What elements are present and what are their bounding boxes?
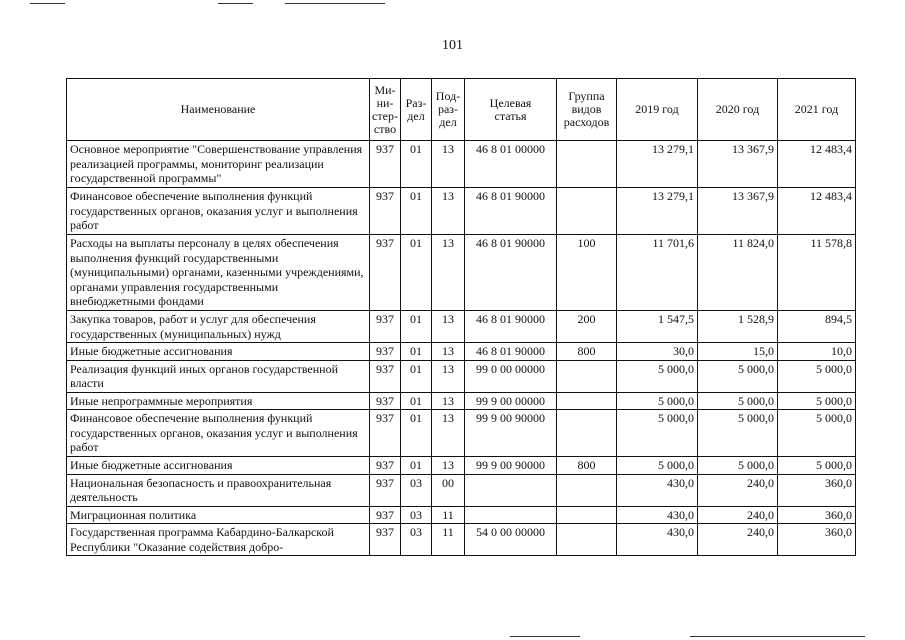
cell-subsection: 13	[432, 410, 465, 457]
cell-section: 01	[401, 235, 432, 311]
scan-mark	[218, 3, 253, 4]
cell-name: Финансовое обеспечение выполнения функций государственных органов, оказания услуг и выполнения работ	[67, 410, 370, 457]
cell-section: 01	[401, 141, 432, 188]
column-header-target-text: Целевая статья	[489, 95, 532, 123]
cell-y2019: 5 000,0	[617, 410, 698, 457]
cell-y2019: 5 000,0	[617, 392, 698, 410]
cell-ministry: 937	[370, 188, 401, 235]
cell-target	[465, 474, 557, 506]
cell-name: Основное мероприятие "Совершенствование управления реализацией программы, мониторинг реализации государственной программы"	[67, 141, 370, 188]
cell-y2021: 5 000,0	[778, 392, 856, 410]
cell-name: Иные непрограммные мероприятия	[67, 392, 370, 410]
cell-ministry: 937	[370, 311, 401, 343]
table-row	[67, 188, 856, 235]
table-row	[67, 360, 856, 392]
cell-ministry: 937	[370, 141, 401, 188]
cell-subsection: 13	[432, 343, 465, 361]
column-header-group-text: Группа видов расходов	[563, 89, 610, 129]
cell-group	[557, 392, 617, 410]
cell-section: 01	[401, 392, 432, 410]
table-row	[67, 343, 856, 361]
cell-y2021: 360,0	[778, 506, 856, 524]
cell-y2019: 11 701,6	[617, 235, 698, 311]
table-row	[67, 474, 856, 506]
table-row	[67, 392, 856, 410]
cell-y2021: 360,0	[778, 524, 856, 556]
cell-y2021: 10,0	[778, 343, 856, 361]
cell-group: 100	[557, 235, 617, 311]
cell-section: 03	[401, 474, 432, 506]
cell-y2021: 360,0	[778, 474, 856, 506]
cell-y2019: 430,0	[617, 506, 698, 524]
table-body	[67, 141, 856, 556]
cell-subsection: 11	[432, 524, 465, 556]
cell-target: 46 8 01 00000	[465, 141, 557, 188]
cell-subsection: 13	[432, 311, 465, 343]
cell-y2020: 5 000,0	[698, 457, 778, 475]
cell-ministry: 937	[370, 360, 401, 392]
table-row	[67, 457, 856, 475]
cell-name: Иные бюджетные ассигнования	[67, 343, 370, 361]
cell-group	[557, 141, 617, 188]
cell-subsection: 13	[432, 392, 465, 410]
cell-y2019: 430,0	[617, 524, 698, 556]
column-header-section	[401, 79, 432, 141]
cell-section: 01	[401, 457, 432, 475]
cell-group	[557, 524, 617, 556]
cell-subsection: 13	[432, 188, 465, 235]
cell-y2020: 1 528,9	[698, 311, 778, 343]
column-header-2020: 2020 год	[698, 79, 778, 141]
column-header-ministry	[370, 79, 401, 141]
cell-y2019: 30,0	[617, 343, 698, 361]
cell-y2021: 11 578,8	[778, 235, 856, 311]
cell-y2019: 13 279,1	[617, 188, 698, 235]
cell-y2020: 15,0	[698, 343, 778, 361]
cell-y2021: 5 000,0	[778, 457, 856, 475]
table-row	[67, 141, 856, 188]
scan-mark	[690, 636, 865, 637]
cell-section: 03	[401, 524, 432, 556]
cell-ministry: 937	[370, 343, 401, 361]
column-header-group	[557, 79, 617, 141]
column-header-subsection-text: Под- раз- дел	[435, 89, 461, 129]
cell-subsection: 00	[432, 474, 465, 506]
cell-subsection: 13	[432, 235, 465, 311]
cell-target: 46 8 01 90000	[465, 188, 557, 235]
cell-group: 200	[557, 311, 617, 343]
table-row	[67, 506, 856, 524]
cell-section: 01	[401, 311, 432, 343]
cell-target: 99 9 00 00000	[465, 392, 557, 410]
scan-mark	[30, 3, 65, 4]
cell-y2019: 5 000,0	[617, 457, 698, 475]
cell-name: Миграционная политика	[67, 506, 370, 524]
table-row	[67, 311, 856, 343]
cell-y2021: 5 000,0	[778, 410, 856, 457]
cell-y2019: 5 000,0	[617, 360, 698, 392]
cell-y2021: 5 000,0	[778, 360, 856, 392]
column-header-name: Наименование	[67, 79, 370, 141]
scan-mark	[510, 636, 580, 637]
cell-ministry: 937	[370, 410, 401, 457]
cell-group	[557, 410, 617, 457]
cell-section: 01	[401, 410, 432, 457]
cell-name: Национальная безопасность и правоохранительная деятельность	[67, 474, 370, 506]
cell-ministry: 937	[370, 474, 401, 506]
cell-section: 03	[401, 506, 432, 524]
cell-ministry: 937	[370, 506, 401, 524]
cell-name: Финансовое обеспечение выполнения функций государственных органов, оказания услуг и выполнения работ	[67, 188, 370, 235]
cell-y2019: 430,0	[617, 474, 698, 506]
table-row	[67, 235, 856, 311]
cell-y2019: 13 279,1	[617, 141, 698, 188]
page-number: 101	[442, 38, 463, 53]
cell-group: 800	[557, 457, 617, 475]
cell-ministry: 937	[370, 457, 401, 475]
cell-group	[557, 506, 617, 524]
cell-section: 01	[401, 360, 432, 392]
cell-target: 46 8 01 90000	[465, 311, 557, 343]
column-header-section-text: Раз- дел	[405, 95, 427, 123]
scan-mark	[285, 3, 385, 4]
cell-target: 99 9 00 90000	[465, 410, 557, 457]
cell-ministry: 937	[370, 524, 401, 556]
cell-name: Иные бюджетные ассигнования	[67, 457, 370, 475]
cell-subsection: 13	[432, 141, 465, 188]
cell-subsection: 13	[432, 360, 465, 392]
table-row	[67, 524, 856, 556]
budget-table	[66, 78, 856, 556]
column-header-2021: 2021 год	[778, 79, 856, 141]
cell-y2020: 13 367,9	[698, 141, 778, 188]
column-header-2019: 2019 год	[617, 79, 698, 141]
cell-target: 99 0 00 00000	[465, 360, 557, 392]
cell-y2020: 5 000,0	[698, 392, 778, 410]
cell-y2020: 13 367,9	[698, 188, 778, 235]
cell-section: 01	[401, 343, 432, 361]
cell-y2021: 894,5	[778, 311, 856, 343]
cell-target: 99 9 00 90000	[465, 457, 557, 475]
cell-name: Расходы на выплаты персоналу в целях обеспечения выполнения функций государственными (муниципальными) органами, казенными учреждениями, органами управления государственными внебюджетными фондами	[67, 235, 370, 311]
cell-ministry: 937	[370, 392, 401, 410]
cell-group: 800	[557, 343, 617, 361]
cell-y2021: 12 483,4	[778, 141, 856, 188]
column-header-ministry-text: Ми- ни- стер- ство	[372, 82, 398, 136]
cell-y2020: 5 000,0	[698, 410, 778, 457]
table-row	[67, 410, 856, 457]
cell-name: Реализация функций иных органов государственной власти	[67, 360, 370, 392]
table-header-row	[67, 79, 856, 141]
cell-ministry: 937	[370, 235, 401, 311]
cell-y2020: 11 824,0	[698, 235, 778, 311]
cell-name: Государственная программа Кабардино-Балкарской Республики "Оказание содействия добро-	[67, 524, 370, 556]
cell-y2021: 12 483,4	[778, 188, 856, 235]
cell-y2020: 240,0	[698, 474, 778, 506]
column-header-target	[465, 79, 557, 141]
cell-y2020: 5 000,0	[698, 360, 778, 392]
cell-section: 01	[401, 188, 432, 235]
cell-group	[557, 474, 617, 506]
cell-target: 46 8 01 90000	[465, 235, 557, 311]
cell-name: Закупка товаров, работ и услуг для обеспечения государственных (муниципальных) нужд	[67, 311, 370, 343]
cell-target	[465, 506, 557, 524]
cell-target: 46 8 01 90000	[465, 343, 557, 361]
cell-group	[557, 188, 617, 235]
cell-y2020: 240,0	[698, 506, 778, 524]
cell-y2019: 1 547,5	[617, 311, 698, 343]
cell-target: 54 0 00 00000	[465, 524, 557, 556]
cell-subsection: 11	[432, 506, 465, 524]
column-header-subsection	[432, 79, 465, 141]
cell-subsection: 13	[432, 457, 465, 475]
cell-group	[557, 360, 617, 392]
cell-y2020: 240,0	[698, 524, 778, 556]
